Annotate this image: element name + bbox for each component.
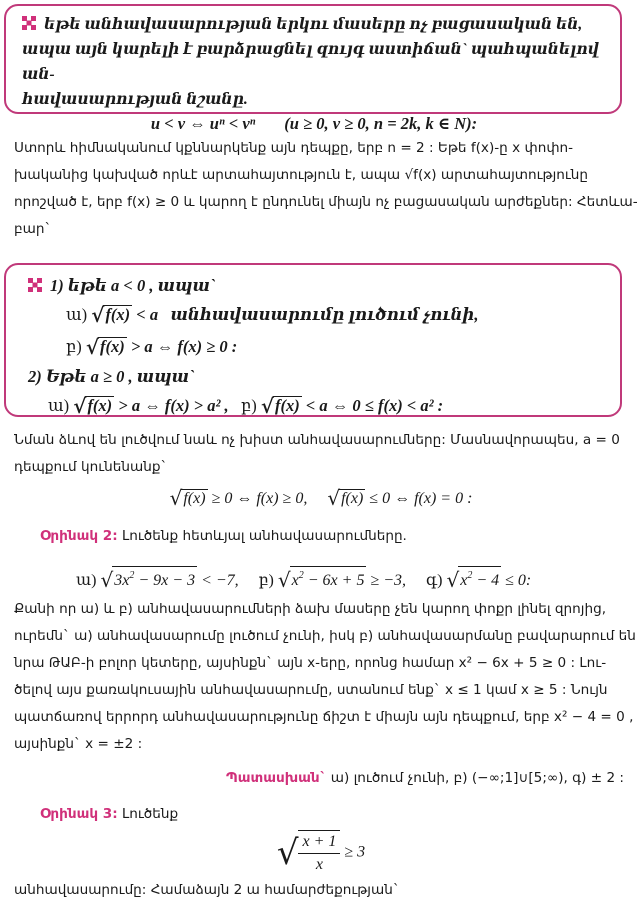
rule-line-3: հավասարության նշանը.	[22, 91, 248, 108]
case-2-a-b: ա) √f(x) > a ⇔ f(x) > a² , բ) √f(x) < a ⇔ 0 ≤ f(x) < a² :	[48, 394, 444, 418]
example-2-solution-5: պատճառով երրորդ անհավասարությունը ճիշտ է միայն այն դեպքում, երբ x² − 4 = 0 ,	[14, 709, 634, 725]
rule-line-2: ապա այն կարելի է բարձրացնել զույգ աստիճան` պահպանելով ան-	[22, 41, 599, 83]
nonstrict-formula: √f(x) ≥ 0 ⇔ f(x) ≥ 0, √f(x) ≤ 0 ⇔ f(x) = 0 :	[169, 486, 473, 510]
intro-line-4: բար`	[14, 221, 52, 237]
example-2-solution-1: Քանի որ ա) և բ) անհավասարումների ձախ մասերը չեն կարող փոքր լինել զրոյից,	[14, 601, 607, 617]
example-2-answer: Պատասխան` ա) լուծում չունի, բ) (−∞;1]∪[5;∞), գ) ± 2 :	[225, 770, 624, 786]
pink-star-icon	[22, 16, 36, 30]
nonstrict-line-2: դեպքում կունենանք`	[14, 459, 168, 475]
example-2-solution-2: ուրեմն` ա) անհավասարումը լուծում չունի, իսկ բ) անհավասարմանը բավարարում են	[14, 628, 636, 644]
case-2-heading: 2) Եթե a ≥ 0 , ապա`	[28, 367, 195, 386]
case-1-b: բ) √f(x) > a ⇔ f(x) ≥ 0 :	[66, 335, 238, 359]
pink-star-icon	[28, 278, 42, 292]
example-3-after: անհավասարումը: Համաձայն 2 ա համարժեքության`	[14, 882, 400, 898]
rule-line-1: եթե անհավասարության երկու մասերը ոչ բացասական են,	[22, 12, 606, 37]
rule-box	[4, 4, 622, 133]
case-1-heading: 1) եթե a < 0 , ապա`	[28, 273, 606, 299]
example-3-inequality: √ $\frac{x + 1}{x}$ ≥ 3	[0, 830, 642, 876]
intro-line-1: Ստորև հիմնականում կքննարկենք այն դեպքը, երբ n = 2 : Եթե f(x)-ը x փոփո-	[14, 140, 574, 156]
case-1-a: ա) √f(x) < a անհավասարումը լուծում չունի,	[66, 303, 479, 327]
rule-formula: u < v ⇔ uⁿ < vⁿ (u ≥ 0, v ≥ 0, n = 2k, k ∈ N):	[150, 114, 478, 133]
cases-box	[4, 263, 622, 417]
nonstrict-line-1: Նման ձևով են լուծվում նաև ոչ խիստ անհավասարումները: Մասնավորապես, a = 0	[14, 432, 620, 448]
example-3-heading: Օրինակ 3: Լուծենք	[40, 806, 179, 822]
example-2-solution-6: այսինքն` x = ±2 :	[14, 736, 143, 752]
example-2-solution-4: ծելով այս քառակուսային անհավասարումը, ստանում ենք` x ≤ 1 կամ x ≥ 5 : Նույն	[14, 682, 608, 698]
example-2-inequalities: ա) $√3x^2 - 9x - 3 < -7$, բ) $√x^2 - 6x + 5 \ge -3$, գ) $√x^2 - 4 \le 0$:	[76, 568, 532, 592]
intro-line-2: խականից կախված որևէ արտահայտություն է, ապա √f(x) արտահայտությունը	[14, 167, 589, 183]
example-2-heading: Օրինակ 2: Լուծենք հետևյալ անհավասարումները.	[40, 528, 407, 544]
intro-line-3: որոշված է, երբ f(x) ≥ 0 և կարող է ընդունել միայն ոչ բացասական արժեքներ: Հետևա-	[14, 194, 638, 210]
example-2-solution-3: նրա ԹԱԲ-ի բոլոր կետերը, այսինքն` այն x-երը, որոնց համար x² − 6x + 5 ≥ 0 : Լու-	[14, 655, 607, 671]
